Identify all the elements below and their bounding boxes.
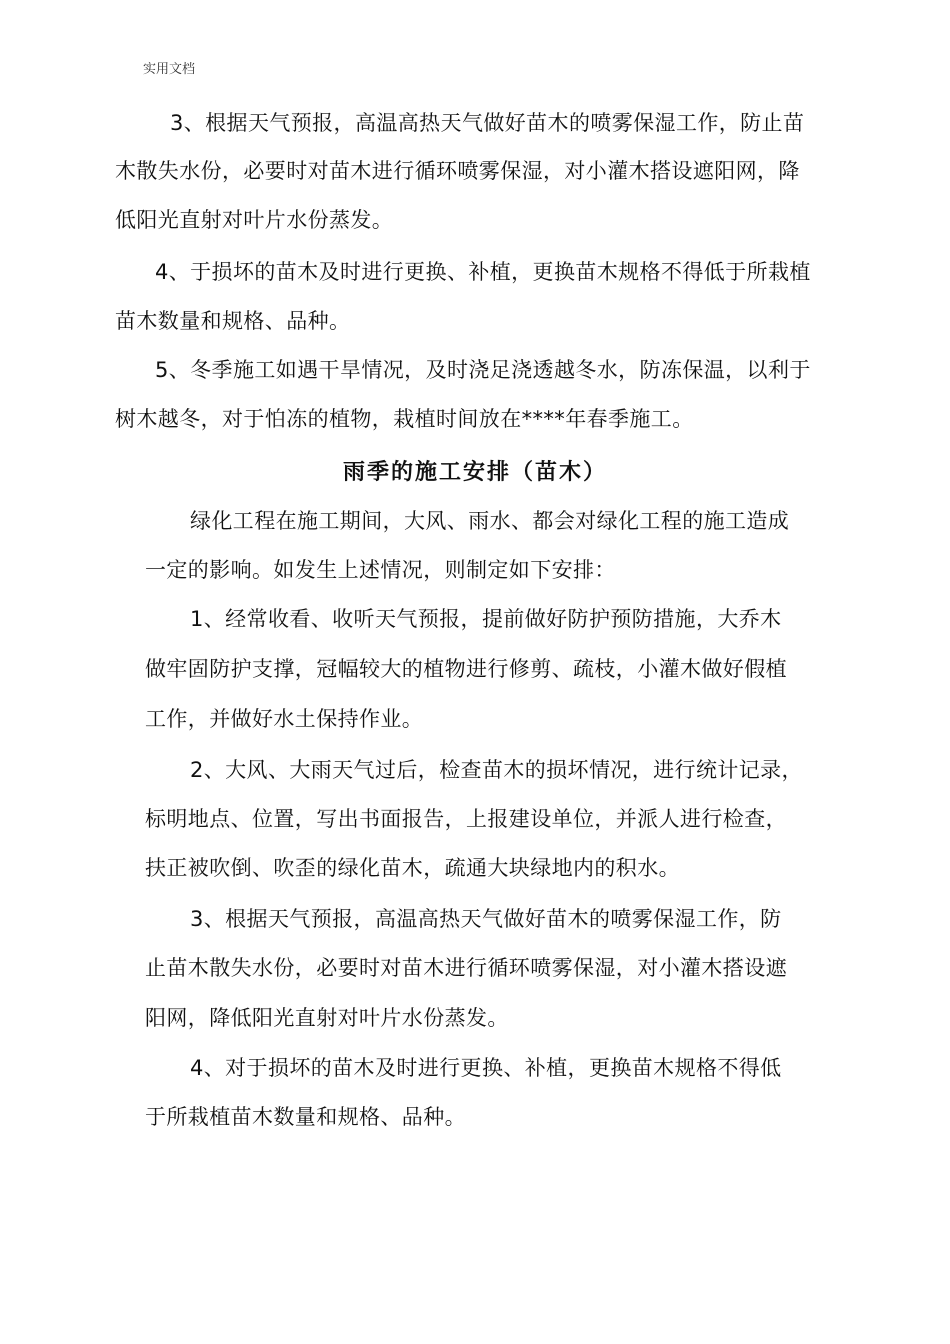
text-line: 绿化工程在施工期间，大风、雨水、都会对绿化工程的施工造成 — [190, 509, 790, 533]
text-line: 3、根据天气预报，高温高热天气做好苗木的喷雾保湿工作，防 — [190, 907, 782, 931]
text-line: 做牢固防护支撑，冠幅较大的植物进行修剪、疏枝，小灌木做好假植 — [145, 657, 787, 681]
text-line: 扶正被吹倒、吹歪的绿化苗木，疏通大块绿地内的积水。 — [145, 856, 680, 880]
text-line: 1、经常收看、收听天气预报，提前做好防护预防措施，大乔木 — [190, 607, 782, 631]
text-line: 3、根据天气预报，高温高热天气做好苗木的喷雾保湿工作，防止苗 — [170, 111, 805, 135]
text-line: 4、于损坏的苗木及时进行更换、补植，更换苗木规格不得低于所栽植 — [155, 260, 811, 284]
text-line: 苗木数量和规格、品种。 — [115, 309, 351, 333]
text-line: 一定的影响。如发生上述情况，则制定如下安排： — [145, 558, 616, 582]
text-line: 于所栽植苗木数量和规格、品种。 — [145, 1105, 466, 1129]
text-line: 止苗木散失水份，必要时对苗木进行循环喷雾保湿，对小灌木搭设遮 — [145, 956, 787, 980]
text-line: 标明地点、位置，写出书面报告，上报建设单位，并派人进行检查， — [145, 807, 787, 831]
page-header-label: 实用文档 — [143, 62, 196, 77]
text-line: 低阳光直射对叶片水份蒸发。 — [115, 208, 394, 232]
text-line: 木散失水份，必要时对苗木进行循环喷雾保湿，对小灌木搭设遮阳网，降 — [115, 159, 800, 183]
section-title: 雨季的施工安排（苗木） — [342, 460, 607, 485]
text-line: 5、冬季施工如遇干旱情况，及时浇足浇透越冬水，防冻保温，以利于 — [155, 358, 811, 382]
text-line: 4、对于损坏的苗木及时进行更换、补植，更换苗木规格不得低 — [190, 1056, 782, 1080]
text-line: 阳网，降低阳光直射对叶片水份蒸发。 — [145, 1006, 509, 1030]
text-line: 工作，并做好水土保持作业。 — [145, 707, 424, 731]
text-line: 树木越冬，对于怕冻的植物，栽植时间放在****年春季施工。 — [115, 407, 694, 431]
text-line: 2、大风、大雨天气过后，检查苗木的损坏情况，进行统计记录， — [190, 758, 803, 782]
